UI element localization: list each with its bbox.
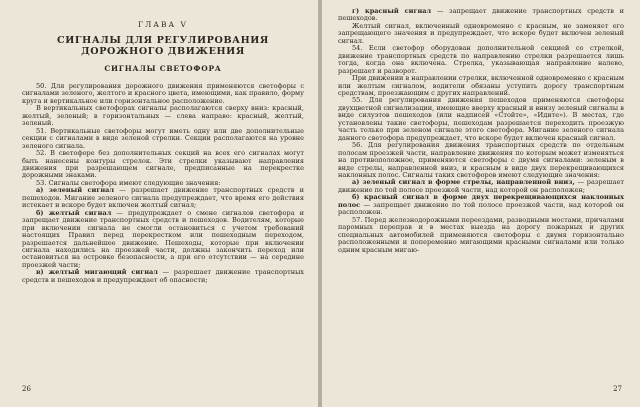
paragraph-57: 57. Перед железнодорожными переездами, разводными мостами, причалами паромных переправ и в местах выезда на дорогу пожарных и других специальных автомобилей применяются светофоры с двумя горизонтально расположенными и попеременно мигающими красными сигналами или только одним красным мигаю- [338, 215, 624, 254]
section-heading: СИГНАЛЫ СВЕТОФОРА [104, 64, 222, 73]
item-a-label: а) зеленый сигнал [36, 186, 115, 195]
paragraph-54-cont: При движении в направлении стрелки, включенной одновременно с красным или желтым сигналом, водители обязаны уступить дорогу транспортным средствам, проезжающим с других направлений. [338, 74, 624, 97]
paragraph-52: 52. В светофоре без дополнительных секций на всех его сигналах могут быть нанесены контуры стрелок. Эти стрелки указывают направления движения при разрешающем сигнале, предписанные на перекрестке дорожными знаками. [22, 149, 304, 180]
item-b-text: — предупреждает о смене сигналов светофора и запрещает движение транспортных средств и пешеходов. Водителям, которые при включении сигнала не смогли остановиться с учетом требований настоящих Правил перед перекрестком или пешеходным переходом, разрешается дальнейшее движение. Пешеходы, которые при включении сигнала находились на проезжей части, должны закончить переход или остановиться на островке безопасности, а при его отсутствии — на середине проезжей части; [22, 208, 304, 269]
item-a-arrow-text: — разрешает движение по той полосе проезжей части, над которой он расположен; [338, 178, 624, 194]
page-number-left: 26 [22, 385, 31, 393]
paragraph-yellow-red: Желтый сигнал, включенный одновременно с красным, не заменяет его запрещающего значения и предупреждает, что вскоре будет включен зеленый сигнал. [338, 21, 624, 45]
item-a-arrow-label: а) зеленый сигнал в форме стрелы, направленной вниз, [352, 178, 575, 187]
item-b-cross-label: б) красный сигнал в форме двух перекрещивающихся наклонных полос [338, 193, 624, 209]
item-v-yellow-blinking [22, 269, 304, 284]
item-a-green [22, 187, 304, 209]
paragraph-56: 56. Для регулирования движения транспортных средств по отдельным полосам проезжей части, направление движения по которым может изменяться на противоположное, применяются светофоры с двумя сигналами: зеленым в виде стрелы, направленной вниз, и красным в виде двух перекрещивающихся наклонных полос. Сигналы таких светофоров имеют следующие значения: [338, 141, 624, 179]
chapter-title-line-1: СИГНАЛЫ ДЛЯ РЕГУЛИРОВАНИЯ [57, 35, 269, 46]
item-a-text: — разрешает движение транспортных средств и пешеходов. Мигание зеленого сигнала предупреждает, что время его действия истекает и вскоре будет включен желтый сигнал; [22, 186, 304, 210]
left-page [0, 0, 318, 407]
item-g-text: — запрещает движение транспортных средств и пешеходов. [338, 7, 625, 23]
paragraph-54: 54. Если светофор оборудован дополнительной секцией со стрелкой, движение транспортных средств по направлению стрелки разрешается лишь тогда, когда она включена. Стрелка, указывающая направление налево, разрешает и разворот. [338, 44, 624, 75]
right-page [322, 0, 640, 407]
item-g-red [338, 8, 624, 23]
paragraph-50-cont: В вертикальных светофорах сигналы располагаются сверху вниз: красный, желтый, зеленый; в горизонтальных — слева направо: красный, желтый, зеленый. [22, 104, 304, 128]
item-g-label: г) красный сигнал [352, 7, 432, 15]
paragraph-51: 51. Вертикальные светофоры могут иметь одну или две дополнительные секции с сигналами в виде зеленой стрелки. Секции располагаются на уровне зеленого сигнала. [22, 126, 304, 150]
item-v-label: в) желтый мигающий сигнал [36, 268, 158, 277]
item-b-cross [338, 194, 624, 216]
paragraph-55: 55. Для регулирования движения пешеходов применяются светофоры двухцветной сигнализации, имеющие вверху красный и внизу зеленый сигналы в виде силуэтов пешеходов (или надписей «Стойте», «Идите»). В местах, где установлены такие светофоры, пешеходам разрешается переходить проезжую часть только при зеленом сигнале этого светофора. Мигание зеленого сигнала данного светофора предупреждает, что вскоре будет включен красный сигнал. [338, 96, 624, 142]
page-number-right: 27 [613, 385, 622, 393]
item-v-text: — разрешает движение транспортных средств и пешеходов и предупреждает об опасности; [22, 268, 304, 284]
paragraph-50: 50. Для регулирования дорожного движения применяются светофоры с сигналами зеленого, желтого и красного цвета, имеющими, как правило, форму круга и вертикальное или горизонтальное расположение. [22, 82, 304, 105]
item-b-yellow [22, 210, 304, 270]
item-b-label: б) желтый сигнал [36, 208, 112, 217]
chapter-heading: ГЛАВА V [138, 20, 188, 29]
paragraph-53: 53. Сигналы светофора имеют следующие значения: [36, 178, 221, 187]
item-b-cross-text: — запрещает движение по той полосе проезжей части, над которой он расположен. [338, 200, 624, 217]
item-a-arrow [338, 179, 624, 194]
chapter-title-line-2: ДОРОЖНОГО ДВИЖЕНИЯ [81, 46, 245, 57]
